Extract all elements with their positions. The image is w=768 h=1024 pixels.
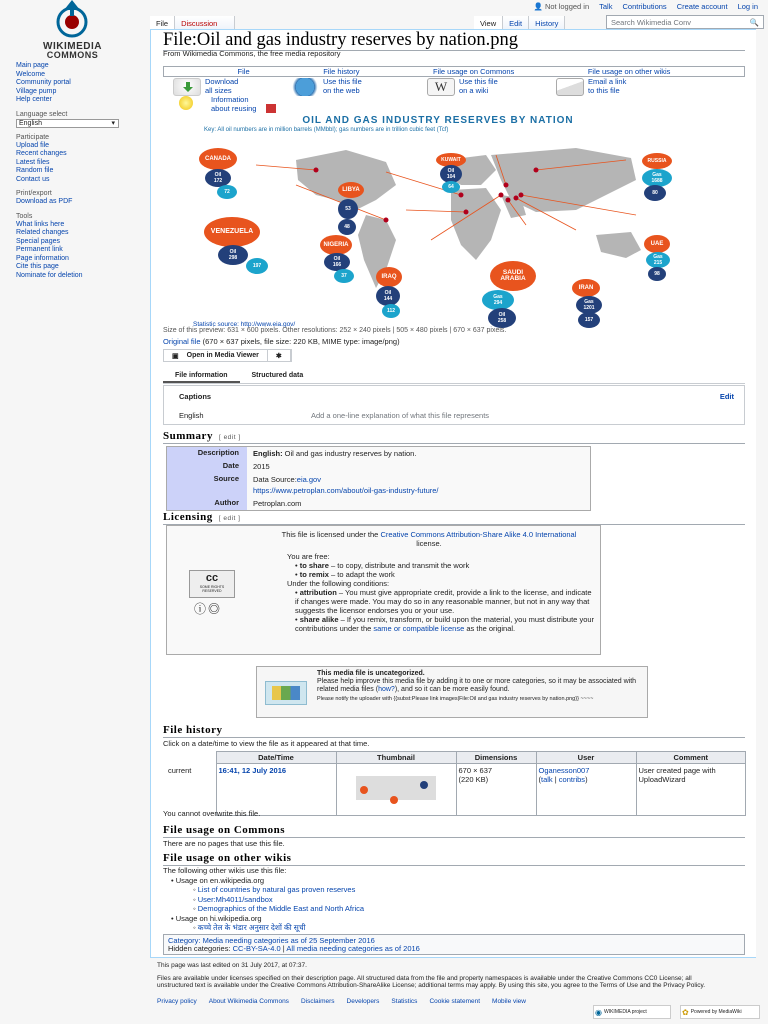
uncategorized-title: This media file is uncategorized. [317,670,425,677]
source-link-petroplan[interactable]: https://www.petroplan.com/about/oil-gas-industry-future/ [253,486,439,495]
kuwait-oil-label: Oil [447,168,455,174]
venezuela-oil-label: Oil [229,249,237,255]
sidebar-item-village-pump[interactable]: Village pump [16,87,57,95]
license-intro-b: license. [416,539,442,548]
how-link[interactable]: how? [378,686,395,693]
usage-hi: • Usage on hi.wikipedia.org [171,913,262,923]
summary-divider [163,443,745,444]
share-alike-term-end: as the original. [464,624,516,633]
category-box [163,934,745,955]
sidebar-item-cite-this-page[interactable]: Cite this page [16,263,59,270]
usage-other-heading: File usage on other wikis [163,852,292,864]
footer [157,962,747,1005]
attribution-term-desc: – You must give appropriate credit, provide a link to the license, and indicate if changes were made. You may do so in any reasonable manner, but not in any way that suggests the licensor endorses you or your use. [295,588,592,615]
nigeria-gas-bubble [334,269,354,283]
cc-logo-icon [189,570,235,598]
user-icon: 👤 [533,2,545,11]
uncategorized-body-b: ), and so it can be more easily found. [394,686,510,693]
open-media-viewer-label: Open in Media Viewer [186,352,259,359]
map-title: OIL AND GAS INDUSTRY RESERVES BY NATION [302,115,574,126]
image-icon: ▣ [172,352,179,360]
cc-by-sa-icon: ⓘ◎ [194,602,223,616]
sidebar-item-help-center[interactable]: Help center [16,96,52,103]
col-user: User [536,752,636,764]
participate-label: Participate [16,133,50,141]
attribution-term-label: attribution [299,588,337,597]
cc-mark-icon: cc [205,572,219,584]
license-box [166,525,601,655]
usage-commons-divider [163,837,745,838]
country-venezuela: VENEZUELA [204,217,260,247]
download-icon [173,78,201,96]
usage-other-intro: The following other wikis use this file: [163,866,287,875]
file-preview-image[interactable] [196,115,680,328]
sidebar-item-latest-files[interactable]: Latest files [16,158,50,166]
nav-file-history[interactable]: File history [323,67,360,76]
sidebar-item-page-information[interactable]: Page information [16,254,69,262]
row-comment: User created page with UploadWizard [636,764,746,816]
caption-language: English [179,411,204,420]
wikimedia-badge-icon: ◉ [595,1007,602,1017]
user-contribs-link[interactable]: contribs [558,775,586,784]
country-kuwait: KUWAIT [436,153,466,167]
nav-file-usage-other[interactable]: File usage on other wikis [587,67,671,76]
view-tabs [474,16,565,30]
caption-placeholder[interactable]: Add a one-line explanation of what this file represents [311,411,490,420]
print-export-label: Print/export [16,190,52,197]
user-talk-link[interactable]: talk [541,775,553,784]
cc-badge-text: SOME RIGHTS RESERVED [199,585,225,593]
row-dims: 670 × 637 [458,766,493,775]
tab-edit[interactable]: Edit [503,16,529,30]
country-uae: UAE [644,235,670,253]
download-line2[interactable]: all sizes [205,85,232,95]
usage-hi-item: ◦ कच्चे तेल के भंडार अनुसार देशों की सूची [193,923,306,932]
summary-row-date [167,460,590,473]
country-canada: CANADA [199,148,237,170]
table-row [166,764,746,816]
sidebar [0,62,150,286]
attribution-term: • attribution – You must give appropriate credit, provide a link to the license, and indicate if changes were made. You may do so in any reasonable manner, but not in any way that suggests the licensor endorses you or your use. [295,588,592,615]
use-web-line1[interactable]: Use this file [323,77,362,86]
share-alike-term-desc: – If you remix, transform, or build upon the material, you must distribute your contributions under the [295,615,595,633]
content-area [150,29,756,958]
saudi-oil-label: Oil [498,312,506,318]
email-icon [556,78,584,96]
author-label: Author [167,497,247,510]
sidebar-item-main-page[interactable]: Main page [16,62,49,69]
sidebar-item-what-links-here[interactable]: What links here [16,220,65,228]
notify-uploader: Please notify the uploader with {{subst:Please link images|File:Oil and gas industry reserves by nation.png}} ~~~~ [317,696,594,702]
uncategorized-notice [256,666,648,718]
remix-term-desc: – to adapt the work [328,570,395,579]
usage-commons-text: There are no pages that use this file. [163,839,285,848]
tab-history[interactable]: History [529,16,565,30]
create-account-link[interactable]: Create account [676,2,728,11]
open-media-viewer-button[interactable] [164,350,268,361]
file-history-header [166,752,746,764]
file-cabinet-icon [265,681,307,705]
source-link-eia[interactable]: eia.gov [296,475,321,484]
uae-gas-label: Gas [653,254,663,260]
country-nigeria: NIGERIA [320,235,352,255]
talk-link[interactable]: Talk [599,2,613,11]
email-line1[interactable]: Email a link [588,77,627,86]
nav-file[interactable]: File [237,67,250,76]
sidebar-navigation [0,62,150,105]
usage-en-item: ◦ Demographics of the Middle East and North Africa [193,904,365,913]
row-size: (220 KB) [458,775,489,784]
col-thumbnail: Thumbnail [336,752,456,764]
license-notice: Files are available under licenses specified on their description page. All structured data from the file and property namespaces is available under the Creative Commons CC0 License; all unstructured text is available under the Creative Commons Attribution-ShareAlike License; additional terms may apply. By using this site, you agree to the Terms of Use and the Privacy Policy. [157,974,706,989]
media-viewer-settings-button[interactable] [268,350,291,361]
user-link[interactable]: Oganesson007 [538,766,590,775]
remix-term-label: to remix [299,570,329,579]
pdf-icon [266,104,276,113]
thumbnail-image[interactable] [350,766,442,810]
wikipedia-w-icon: W [427,78,455,96]
hidden-category-ccbysa[interactable]: CC-BY-SA-4.0 [232,944,281,953]
sidebar-item-permanent-link[interactable]: Permanent link [16,246,63,253]
nigeria-gas-value: 37 [341,273,347,279]
last-edited: This page was last edited on 31 July 2017, at 07:37. [157,962,307,969]
row-datetime [216,764,336,816]
cc-license-link[interactable]: Creative Commons Attribution-Share Alike 4.0 International [380,530,577,539]
usage-en-link-2[interactable]: User:Mh4011/sandbox [197,894,273,904]
email-link[interactable] [556,78,626,96]
row-user: Oganesson007 (talk | contribs) [536,764,636,816]
captions-edit-button[interactable]: Edit [719,392,734,401]
canada-gas-value: 72 [224,189,230,195]
captions-panel [163,385,745,425]
share-term-desc: – to copy, distribute and transmit the work [328,561,470,570]
mediawiki-badge[interactable] [680,1005,760,1019]
nav-file-usage-commons[interactable]: File usage on Commons [433,67,515,76]
original-file-details: (670 × 637 pixels, file size: 220 KB, MIME type: image/png) [200,337,400,346]
iran-gas-value: 1201 [583,305,595,311]
sidebar-language [0,111,150,128]
summary-row-author [167,497,590,510]
file-history-table [166,751,746,816]
iraq-gas-bubble [382,304,400,318]
wikimedia-project-badge[interactable] [593,1005,671,1019]
usage-other-list [163,866,364,933]
description-lang: English: [253,449,283,458]
license-intro [269,530,589,548]
use-web-line2[interactable]: on the web [323,85,360,95]
country-russia: RUSSIA [642,153,672,169]
summary-edit-link[interactable]: [ edit ] [218,434,241,441]
source-value [247,473,590,497]
use-wiki-line2[interactable]: on a wiki [459,85,489,95]
iraq-oil-value: 144 [383,296,393,302]
page-title: File:Oil and gas industry reserves by nation.png [163,30,519,50]
size-info: Size of this preview: 631 × 600 pixels. Other resolutions: 252 × 240 pixels | 505 × 480 pixels | 670 × 637 pixels. [163,327,507,334]
canada-oil-label: Oil [214,172,222,178]
personal-tools [534,2,759,11]
search-input[interactable] [606,15,764,29]
country-iran: IRAN [572,279,600,297]
tools-label: Tools [16,212,33,220]
not-logged-in-label: Not logged in [544,2,590,11]
license-terms [287,552,597,633]
usage-en-item: ◦ User:Mh4011/sandbox [193,894,273,904]
site-logo[interactable] [10,0,135,62]
hidden-categories-line: Hidden categories: CC-BY-SA-4.0 | All media needing categories as of 2016 [168,944,420,953]
cannot-overwrite: You cannot overwrite this file. [163,809,261,818]
footer-disclaimers[interactable]: Disclaimers [300,997,335,1005]
licensing-heading [163,511,240,523]
search-placeholder: Search Wikimedia Conv [611,18,692,27]
remix-term: • to remix – to adapt the work [295,570,395,579]
russia-gas-value: 1688 [651,178,663,184]
email-line2[interactable]: to this file [588,85,620,95]
contributions-link[interactable]: Contributions [622,2,667,11]
sidebar-participate [0,134,150,185]
libya-oil-bubble [338,199,358,219]
category-prefix[interactable]: Category: [168,936,203,945]
sidebar-tools [0,213,150,281]
usage-en-link-3[interactable]: Demographics of the Middle East and North Africa [197,904,365,913]
captions-heading: Captions [179,392,212,401]
not-logged-in [534,2,590,11]
reuse-information[interactable] [179,96,276,113]
saudi-oil-bubble [488,308,516,328]
use-wiki-line1[interactable]: Use this file [459,77,498,86]
col-dimensions: Dimensions [456,752,536,764]
kuwait-gas-bubble [442,181,460,193]
globe-icon [291,78,319,96]
sidebar-item-random-file[interactable]: Random file [16,167,54,174]
sidebar-item-related-changes[interactable]: Related changes [16,229,69,236]
saudi-gas-bubble [482,290,514,310]
sidebar-item-contact-us[interactable]: Contact us [16,175,50,183]
free-label: You are free: [287,552,330,561]
footer-about[interactable]: About Wikimedia Commons [208,997,289,1005]
namespace-tabs [150,16,235,30]
gear-icon: ✱ [275,352,282,360]
footer-cookie-statement[interactable]: Cookie statement [429,997,481,1005]
category-link[interactable]: Media needing categories as of 25 September 2016 [202,936,375,945]
language-select-value: English [19,119,42,127]
licensing-heading-label: Licensing [163,511,213,523]
row-thumbnail[interactable] [336,764,456,816]
usage-hi-label: Usage on hi.wikipedia.org [175,913,262,923]
date-value: 2015 [253,462,270,471]
libya-gas-bubble [338,219,356,235]
sidebar-item-upload-file[interactable]: Upload file [16,141,50,149]
uae-oil-bubble [648,267,666,281]
mediawiki-badge-icon: ✿ [682,1007,689,1017]
map-source: Statistic source: http://www.eia.gov/ [193,321,296,328]
hidden-category-needing[interactable]: All media needing categories as of 2016 [286,944,420,953]
file-history-hint: Click on a date/time to view the file as it appeared at that time. [163,739,370,748]
map-key: Key: All oil numbers are in million barrels (MMbbl); gas numbers are in trillion cubic feet (Tcf) [204,127,449,133]
uncategorized-body-a: Please help improve this media file by adding it to one or more categories, so it may be associated with related media files ( [317,678,637,693]
summary-table [166,446,591,511]
logo-line2: COMMONS [46,50,99,60]
russia-oil-bubble [644,185,666,201]
info-line2[interactable]: about reusing [211,103,257,113]
summary-row-description [167,447,590,460]
log-in-link[interactable]: Log in [737,2,758,11]
russia-oil-value: 80 [652,190,658,196]
source-label: Source [167,473,247,497]
share-term: • to share – to copy, distribute and transmit the work [295,561,470,570]
kuwait-oil-value: 104 [446,174,456,180]
licensing-edit-link[interactable]: [ edit ] [218,515,241,522]
summary-row-source [167,473,590,497]
media-viewer-buttons [163,349,292,362]
uae-gas-bubble [646,252,670,268]
country-iraq: IRAQ [376,267,402,287]
info-line1[interactable]: Information [211,95,249,104]
tab-structured-data[interactable]: Structured data [251,372,304,379]
usage-en-label: Usage on en.wikipedia.org [175,875,265,885]
venezuela-oil-value: 298 [228,255,238,261]
row-state: current [168,765,192,775]
nigeria-oil-label: Oil [333,256,341,262]
sidebar-item-welcome[interactable]: Welcome [16,70,46,78]
usage-en-item: ◦ List of countries by natural gas proven reserves [193,885,356,894]
usage-en-link-1[interactable]: List of countries by natural gas proven reserves [197,885,356,894]
file-toc-nav [163,66,745,77]
uae-oil-value: 98 [654,271,660,277]
venezuela-gas-value: 197 [252,263,262,269]
kuwait-gas-value: 64 [448,184,454,190]
date-label: Date [167,460,247,473]
col-comment: Comment [636,752,746,764]
footer-privacy-policy[interactable]: Privacy policy [157,997,197,1005]
uncategorized-text [317,670,637,703]
venezuela-oil-bubble [218,245,248,265]
col-datetime: Date/Time [216,752,336,764]
iran-gas-label: Gas [584,299,594,305]
license-intro-a: This file is licensed under the [281,530,381,539]
canada-gas-bubble [217,185,237,199]
saudi-gas-label: Gas [493,294,503,300]
summary-heading [163,430,241,442]
source-prefix: Data Source: [253,475,297,484]
file-history-heading: File history [163,724,223,736]
share-alike-term-label: share alike [299,615,339,624]
libya-oil-value: 53 [345,206,351,212]
language-select[interactable] [16,119,119,128]
iraq-gas-value: 112 [386,308,396,314]
libya-gas-value: 48 [344,224,350,230]
sidebar-item-nominate-deletion[interactable]: Nominate for deletion [16,271,83,279]
footer-links [157,998,747,1005]
usage-commons-heading: File usage on Commons [163,824,286,836]
sidebar-item-download-pdf[interactable]: Download as PDF [16,198,73,205]
usage-hi-link-1[interactable]: कच्चे तेल के भंडार अनुसार देशों की सूची [197,923,306,932]
description-value [247,447,590,460]
sidebar-print [0,190,150,207]
conditions-label: Under the following conditions: [287,579,390,588]
download-line1[interactable]: Download [205,77,239,86]
tab-file-information[interactable]: File information [163,369,240,383]
share-term-label: to share [299,561,329,570]
uae-gas-value: 215 [653,260,663,266]
share-alike-term: • share alike – If you remix, transform, or build upon the material, you must distribute your contributions under the same or compatible license as the original. [295,615,595,633]
language-select-label: Language select [16,110,68,118]
search-icon[interactable]: 🔍 [749,18,759,27]
use-on-wiki[interactable] [427,78,498,96]
author-value: Petroplan.com [253,499,302,508]
original-file-link[interactable]: Original file [163,337,201,346]
wikimedia-badge-label: WIKIMEDIA project [603,1009,647,1015]
sidebar-item-recent-changes[interactable]: Recent changes [16,150,67,157]
file-info-tabs [163,369,745,384]
row-datetime-link[interactable]: 16:41, 12 July 2016 [218,766,287,775]
logo-line1: WIKIMEDIA [43,41,102,52]
chevron-down-icon: ▾ [111,119,115,127]
page-subtitle: From Wikimedia Commons, the free media repository [163,49,341,58]
hidden-categories-prefix: Hidden categories: [168,944,233,953]
usage-en: • Usage on en.wikipedia.org [171,875,265,885]
russia-gas-label: Gas [652,172,662,178]
use-on-web[interactable] [291,78,362,96]
iran-oil-bubble [578,312,600,328]
tab-file[interactable]: File [150,16,175,30]
compatible-license-link[interactable]: same or compatible license [373,624,465,633]
footer-developers[interactable]: Developers [346,997,380,1005]
sidebar-item-community-portal[interactable]: Community portal [16,79,71,86]
country-saudi-arabia: SAUDI ARABIA [490,261,536,291]
country-libya: LIBYA [338,182,364,198]
iraq-oil-bubble [376,286,400,306]
lightbulb-icon [179,96,193,110]
mediawiki-badge-label: Powered by MediaWiki [690,1009,742,1015]
nigeria-oil-value: 166 [332,262,342,268]
summary-heading-label: Summary [163,430,213,442]
canada-oil-value: 172 [213,178,223,184]
iran-oil-value: 157 [584,317,594,323]
tab-view[interactable]: View [474,16,503,30]
row-dimensions [456,764,536,816]
tab-discussion[interactable]: Discussion [175,16,235,30]
description-label: Description [167,447,247,460]
saudi-oil-value: 258 [497,318,507,324]
download-all-sizes[interactable] [173,78,238,96]
col-blank [166,752,216,764]
venezuela-gas-bubble [246,258,268,274]
uncategorized-body [317,678,637,694]
original-file-info [163,337,400,346]
footer-statistics[interactable]: Statistics [391,997,418,1005]
saudi-gas-value: 294 [493,300,503,306]
iraq-oil-label: Oil [384,290,392,296]
description-text: Oil and gas industry reserves by nation. [282,449,417,458]
footer-mobile-view[interactable]: Mobile view [492,997,526,1005]
file-history-divider [163,737,745,738]
sidebar-item-special-pages[interactable]: Special pages [16,237,60,245]
